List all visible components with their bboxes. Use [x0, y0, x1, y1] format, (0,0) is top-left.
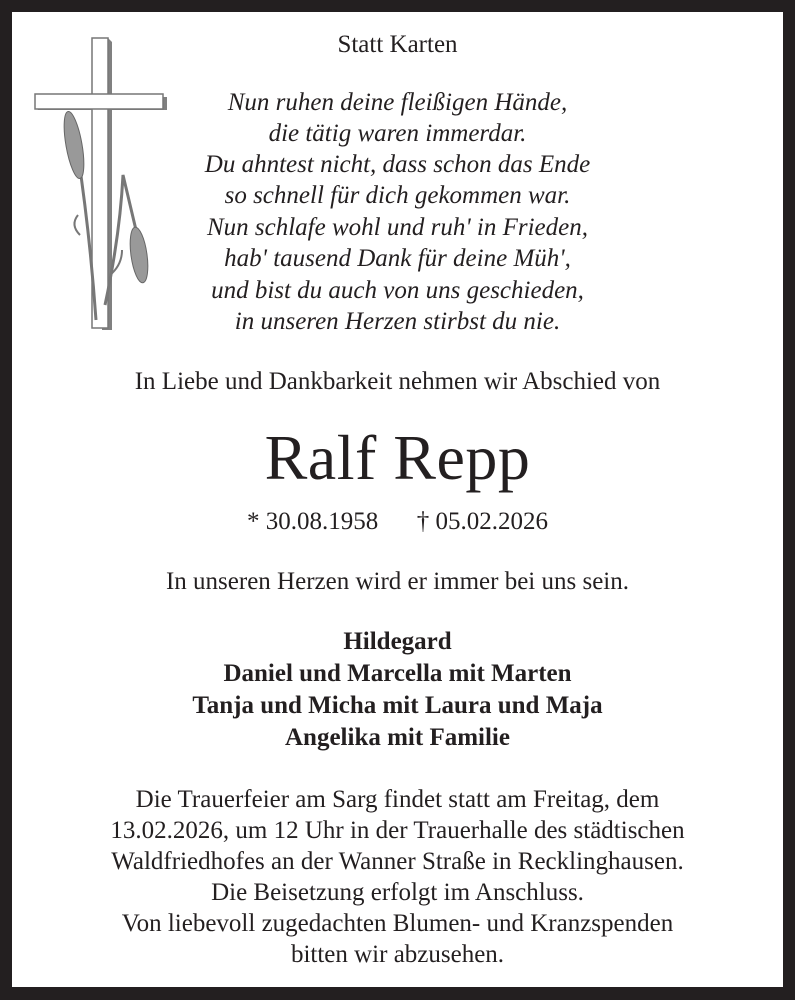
mourner-line: Angelika mit Familie [285, 724, 510, 751]
poem-line: in unseren Herzen stirbst du nie. [234, 308, 561, 335]
mourner-line: Daniel und Marcella mit Marten [223, 660, 572, 687]
poem-line: so schnell für dich gekommen war. [224, 182, 571, 209]
mourner-line: Tanja und Micha mit Laura und Maja [192, 692, 603, 719]
deceased-name: Ralf Repp [264, 422, 531, 493]
poem-line: Du ahntest nicht, dass schon das Ende [204, 151, 591, 178]
details-line: Waldfriedhofes an der Wanner Straße in Recklinghausen. [111, 848, 684, 875]
poem-line: Nun ruhen deine fleißigen Hände, [227, 89, 568, 116]
details-line: 13.02.2026, um 12 Uhr in der Trauerhalle des städtischen [110, 817, 685, 844]
header-text: Statt Karten [337, 31, 458, 58]
intro-text: In Liebe und Dankbarkeit nehmen wir Abschied von [134, 368, 661, 395]
details-line: Die Trauerfeier am Sarg findet statt am Freitag, dem [135, 786, 660, 813]
details-line: bitten wir abzusehen. [290, 941, 505, 968]
poem-line: hab' tausend Dank für deine Müh', [224, 245, 571, 272]
birth-date: * 30.08.1958 [247, 508, 379, 535]
quote-text: In unseren Herzen wird er immer bei uns sein. [165, 568, 630, 595]
details-line: Von liebevoll zugedachten Blumen- und Kranzspenden [121, 910, 674, 937]
mourner-line: Hildegard [343, 628, 452, 655]
poem-line: und bist du auch von uns geschieden, [211, 277, 584, 304]
details-line: Die Beisetzung erfolgt im Anschluss. [211, 879, 584, 906]
death-date: † 05.02.2026 [416, 508, 548, 535]
life-dates [0, 509, 795, 534]
poem-line: Nun schlafe wohl und ruh' in Frieden, [206, 214, 589, 241]
poem-line: die tätig waren immerdar. [268, 120, 527, 147]
